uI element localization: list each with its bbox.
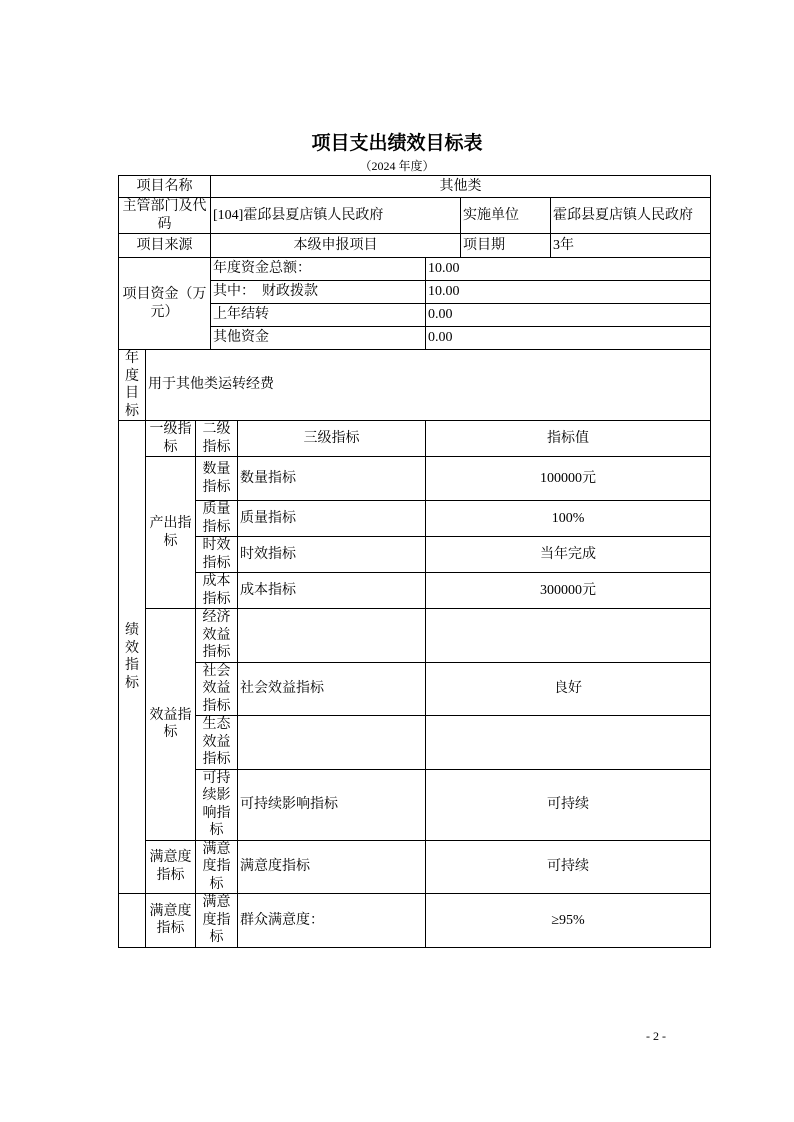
indicator-level2: 数量指标 [196, 457, 238, 501]
fund-row-name: 其中： 财政拨款 [211, 281, 426, 304]
indicator-value: 100% [426, 501, 711, 537]
indicator-level2: 生态效益指标 [196, 716, 238, 770]
header-level2: 二级指标 [196, 421, 238, 457]
indicator-level3: 时效指标 [238, 537, 426, 573]
row-source [119, 234, 711, 258]
row-satisfaction-extra [119, 894, 711, 948]
row-sustainability [119, 769, 711, 840]
indicator-level2: 成本指标 [196, 573, 238, 609]
fund-row-value: 0.00 [426, 304, 711, 327]
row-project-name [119, 176, 711, 198]
project-name-value: 其他类 [211, 176, 711, 198]
row-economic-benefit [119, 609, 711, 663]
annual-goal-content: 用于其他类运转经费 [146, 350, 711, 421]
header-level1: 一级指标 [146, 421, 196, 457]
row-quantity [119, 457, 711, 501]
indicator-level2: 质量指标 [196, 501, 238, 537]
indicator-value: 300000元 [426, 573, 711, 609]
document-title: 项目支出绩效目标表 [311, 133, 483, 154]
row-annual-goal [119, 350, 711, 421]
fund-row-value: 10.00 [426, 281, 711, 304]
fund-row-name: 年度资金总额： [211, 258, 426, 281]
document-subtitle: （2024 年度） [359, 159, 435, 173]
indicator-level3 [238, 609, 426, 663]
extra-level1: 满意度指标 [146, 894, 196, 948]
indicator-value [426, 609, 711, 663]
row-cost [119, 573, 711, 609]
indicator-level3: 成本指标 [238, 573, 426, 609]
department-value: [104]霍邱县夏店镇人民政府 [211, 198, 461, 234]
indicator-value: 当年完成 [426, 537, 711, 573]
group-satisfaction-label: 满意度指标 [146, 840, 196, 894]
funds-label: 项目资金（万元） [119, 258, 211, 350]
header-value: 指标值 [426, 421, 711, 457]
group-output-label: 产出指标 [146, 457, 196, 609]
indicator-value [426, 716, 711, 770]
row-department [119, 198, 711, 234]
indicator-level3: 质量指标 [238, 501, 426, 537]
project-name-label: 项目名称 [119, 176, 211, 198]
row-timeliness [119, 537, 711, 573]
group-benefit-label: 效益指标 [146, 609, 196, 841]
impl-unit-value: 霍邱县夏店镇人民政府 [551, 198, 711, 234]
empty-cell [119, 894, 146, 948]
source-label: 项目来源 [119, 234, 211, 258]
indicator-level3: 社会效益指标 [238, 662, 426, 716]
row-quality [119, 501, 711, 537]
row-ecological-benefit [119, 716, 711, 770]
indicator-level3: 数量指标 [238, 457, 426, 501]
fund-row-value: 10.00 [426, 258, 711, 281]
indicator-level3 [238, 716, 426, 770]
page-number: - 2 - [646, 1029, 666, 1043]
indicator-level2: 社会效益指标 [196, 662, 238, 716]
fund-row-value: 0.00 [426, 327, 711, 350]
extra-value: ≥95% [426, 894, 711, 948]
fund-row-name: 其他资金 [211, 327, 426, 350]
row-fund-total [119, 258, 711, 281]
indicator-value: 可持续 [426, 769, 711, 840]
indicator-level3: 满意度指标 [238, 840, 426, 894]
indicator-value: 100000元 [426, 457, 711, 501]
fund-row-name: 上年结转 [211, 304, 426, 327]
header-level3: 三级指标 [238, 421, 426, 457]
row-satisfaction [119, 840, 711, 894]
row-perf-header [119, 421, 711, 457]
indicator-level2: 时效指标 [196, 537, 238, 573]
performance-target-table [118, 175, 711, 948]
department-label: 主管部门及代码 [119, 198, 211, 234]
extra-level2: 满意度指标 [196, 894, 238, 948]
indicator-level2: 满意度指标 [196, 840, 238, 894]
period-label: 项目期 [461, 234, 551, 258]
indicator-level2: 经济效益指标 [196, 609, 238, 663]
period-value: 3年 [551, 234, 711, 258]
extra-level3: 群众满意度： [238, 894, 426, 948]
performance-label: 绩效指标 [119, 421, 146, 894]
row-social-benefit [119, 662, 711, 716]
annual-goal-label: 年度目标 [119, 350, 146, 421]
impl-unit-label: 实施单位 [461, 198, 551, 234]
indicator-level2: 可持续影响指标 [196, 769, 238, 840]
indicator-level3: 可持续影响指标 [238, 769, 426, 840]
indicator-value: 良好 [426, 662, 711, 716]
indicator-value: 可持续 [426, 840, 711, 894]
source-value: 本级申报项目 [211, 234, 461, 258]
